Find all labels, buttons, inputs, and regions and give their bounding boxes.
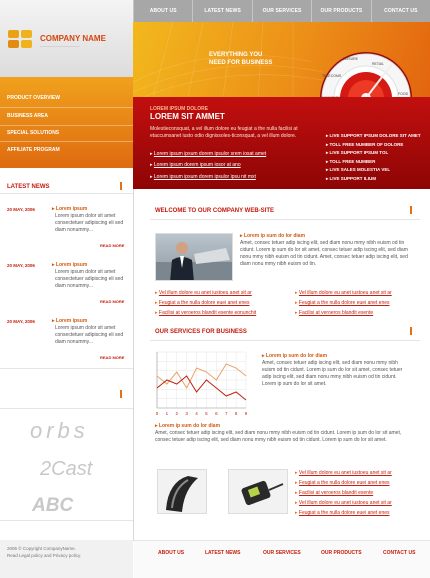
nav-our-services[interactable]: OUR SERVICES [252,0,311,22]
column-divider [133,189,134,541]
nav-our-products[interactable]: OUR PRODUCTS [311,0,370,22]
read-more-link[interactable]: READ MORE [100,243,125,248]
arrow-icon: ▸ [52,206,56,212]
product-image [229,470,289,515]
welcome-text: Amet, consec tetuer adip iscing elit, sed diam nonu mmy nibh euism od tin cidunt. Lorem ip sum do lor sit amet, consec tetuer adip iscing elit, sed diam nonu mmy nibh euism od tin cidunt. Amet, consec tetuer adip iscing elit, sed diam nonu mmy nibh euism od tin. [240,240,408,267]
logo-area [0,0,133,77]
partner-logo-abc[interactable]: ABC [32,495,74,516]
footer-our-products[interactable]: OUR PRODUCTS [321,550,362,556]
footer-our-services[interactable]: OUR SERVICES [263,550,301,556]
chart-tick-label: 9 [244,411,248,416]
dial-label-food: FOOD [398,92,409,96]
arrow-icon: ▸ [52,318,56,324]
promo-pretitle: LOREM IPSUM DOLORE [150,106,209,112]
news-text: Lorem ipsum dolor sit amet consectetuer adipiscing eli sed diam nonummy... [55,213,124,233]
footer-about-us[interactable]: ABOUT US [158,550,185,556]
top-nav [133,0,430,22]
news-text: Lorem ipsum dolor sit amet consectetuer adipiscing eli sed diam nonummy... [55,269,124,289]
promo-list-item[interactable]: ▸ LIVE SUPPORT IPSUM TOL [326,150,389,155]
chart-tick-label: 3 [185,411,188,416]
divider [0,368,133,369]
footer-contact-us[interactable]: CONTACT US [383,550,416,556]
arrow-icon: ▸ [150,151,154,157]
left-menu [0,77,133,168]
divider [0,408,133,409]
promo-list-item[interactable]: ▸ LIVE SUPPORT IPSUM DOLORE SIT AMET [326,133,421,138]
menu-affiliate-program[interactable]: AFFILIATE PROGRAM [7,147,60,153]
welcome-link[interactable]: ▸ Facilisi at veroeros blandit esente eonunchit [155,310,257,316]
dial-label-leisure: LEISURE [343,57,358,61]
news-text: Lorem ipsum dolor sit amet consectetuer adipiscing eli sed diam nonummy... [55,325,124,345]
news-title[interactable]: ▸ Lorem ipsum [52,206,88,212]
welcome-link[interactable]: ▸ Feugiat a the nulla dolore euei anet enes [155,300,250,306]
promo-text: Molestieconsquat, a vel illum dolore eu feugiat a the nulla facilisi at etaccumsanet iusto odio dignissoles-ticonsquat, a vel illum dolore. [150,126,298,139]
promo-link-3[interactable] [150,174,256,180]
services-subtitle-2[interactable]: ▸ Lorem ip sum do lor diam [155,423,221,429]
chart-series-line-1 [157,364,246,388]
logo-tagline: ────────────── [40,44,80,49]
chart-tick-label: 2 [175,411,179,416]
hero-line2: NEED FOR BUSINESS [209,60,273,66]
promo-list-item[interactable]: ▸ TOLL FREE NUMBER [326,158,376,164]
nav-latest-news[interactable]: LATEST NEWS [192,0,251,22]
promo-link-2[interactable] [150,162,241,168]
menu-special-solutions[interactable]: SPECIAL SOLUTIONS [7,130,60,136]
menu-divider [0,125,133,126]
promo-list-item[interactable]: ▸ LIVE SUPPORT ILIUM [326,175,377,181]
promo-link-text[interactable]: Lorem ipsum ipsum dorem ipsulor ipsu nit mxt [153,174,256,180]
read-more-link[interactable]: READ MORE [100,299,125,304]
legal-links[interactable]: Read Legal policy and Privacy policy. [7,553,82,558]
welcome-link[interactable]: ▸ Vel illum dolore eu anet iustoeu anet sit ar [155,290,252,296]
promo-link-text[interactable]: Lorem ipsum dorem ipsum iosor at ano [153,162,241,168]
services-text-2: Amet, consec tetuer adip iscing elit, sed diam nonu mmy nibh euism od tin cidunt. Lorem ip sum do lor sit amet, consec tetuer adip iscing elit, sed diam nonu mmy nibh euism od tin cidunt. Lorem ip sum do lor sit amet. [155,430,402,443]
services-link[interactable]: ▸ Vel illum dolore eu anet iustoeu anet sit ar [295,500,392,506]
latest-news-title: LATEST NEWS [7,184,50,190]
news-date: 20 MAY, 2006 [7,207,35,212]
copyright-text: 2006 © Copyright CompanyName. [7,546,76,551]
welcome-links-right [295,288,392,318]
promo-list [326,132,421,183]
dial-label-telecoms: TELECOMS [322,74,342,78]
services-title: OUR SERVICES FOR BUSINESS [155,329,247,335]
section-marker [410,206,412,214]
arrow-icon: ▸ [240,233,244,239]
partner-logo-2cast[interactable]: 2Cast [40,458,93,480]
nav-about-us[interactable]: ABOUT US [133,0,192,22]
promo-list-item[interactable]: ▸ TOLL FREE NUMBER OF DOLORE [326,141,404,147]
divider [0,193,133,194]
chart-tick-label: 4 [195,411,198,416]
news-title[interactable]: ▸ Lorem ipsum [52,262,88,268]
product-image [158,470,208,515]
arrow-icon: ▸ [52,262,56,268]
arrow-icon: ▸ [262,353,266,359]
arrow-icon: ▸ [150,162,154,168]
news-title[interactable]: ▸ Lorem ipsum [52,318,88,324]
arrow-icon: ▸ [155,423,159,429]
chart-tick-label: 8 [234,411,238,416]
partner-logo-orbs[interactable]: orbs [30,418,89,443]
news-date: 20 MAY, 2006 [7,319,35,324]
menu-product-overview[interactable]: PRODUCT OVERVIEW [7,95,60,101]
menu-divider [0,107,133,108]
services-link[interactable]: ▸ Feugiat a the nulla dolore euei anet enes [295,480,390,486]
product-thumb-1[interactable] [157,469,207,514]
logo-icon [8,30,34,50]
dial-label-retail: RETAIL [372,62,384,66]
divider [0,520,133,521]
welcome-link[interactable]: ▸ Facilisi at veroeros blandit esente [295,310,374,316]
section-marker [120,390,122,398]
read-more-link[interactable]: READ MORE [100,355,125,360]
promo-link-text[interactable]: Lorem ipsum ipsum dorem ipsulor srem iosat amet [153,151,267,157]
welcome-link[interactable]: ▸ Feugiat a the nulla dolore euei anet enes [295,300,390,306]
services-link[interactable]: ▸ Vel illum dolore eu anet iustoeu anet sit ar [295,470,392,476]
company-name[interactable]: COMPANY NAME [40,34,106,43]
menu-divider [0,141,133,142]
divider [150,219,420,220]
welcome-link[interactable]: ▸ Vel illum dolore eu anet iustoeu anet sit ar [295,290,392,296]
services-link[interactable]: ▸ Feugiat a the nulla dolore euei anet enes [295,510,390,516]
services-subtitle-1[interactable]: ▸ Lorem ip sum do lor diam [262,353,328,359]
chart-tick-label: 1 [165,411,169,416]
chart-tick-label: 5 [205,411,208,416]
footer-latest-news[interactable]: LATEST NEWS [205,550,241,556]
promo-link-1[interactable] [150,151,266,157]
menu-business-area[interactable]: BUSINESS AREA [7,113,48,119]
news-date: 20 MAY, 2006 [7,263,35,268]
arrow-icon: ▸ [150,174,154,180]
services-links [295,468,392,518]
section-marker [410,327,412,335]
promo-list-item[interactable]: ▸ LIVE SALES MOLESTIA VEL [326,167,391,172]
promo-title: LOREM SIT AMMET [150,112,225,121]
services-link[interactable]: ▸ Facilisi at veroeros blandit esente [295,490,374,496]
businessman-photo [155,233,233,281]
hero-line1: EVERYTHING YOU [209,52,263,58]
divider [150,340,420,341]
section-marker [120,182,122,190]
welcome-title: WELCOME TO OUR COMPANY WEB-SITE [155,208,275,214]
chart-tick-label: 7 [224,411,228,416]
chart-tick-label: 6 [215,411,218,416]
footer-nav-bg [134,540,430,578]
product-thumb-2[interactable] [228,469,288,514]
services-text-1: Amet, consec tetuer adip iscing elit, sed diam nonu mmy nibh euism od tin cidunt. Lorem ip sum do lor sit amet, consec tetuer adip iscing elit, sed diam nonu mmy nibh euism od tin cidunt. Lorem ip sum do lor sit amet. [262,360,403,387]
welcome-subtitle[interactable]: ▸ Lorem ip sum do lor diam [240,233,306,239]
businessman-image [156,234,233,281]
chart-tick-label: 0 [155,411,159,416]
nav-contact-us[interactable]: CONTACT US [371,0,430,22]
services-chart [153,350,248,418]
welcome-links-left [155,288,256,318]
